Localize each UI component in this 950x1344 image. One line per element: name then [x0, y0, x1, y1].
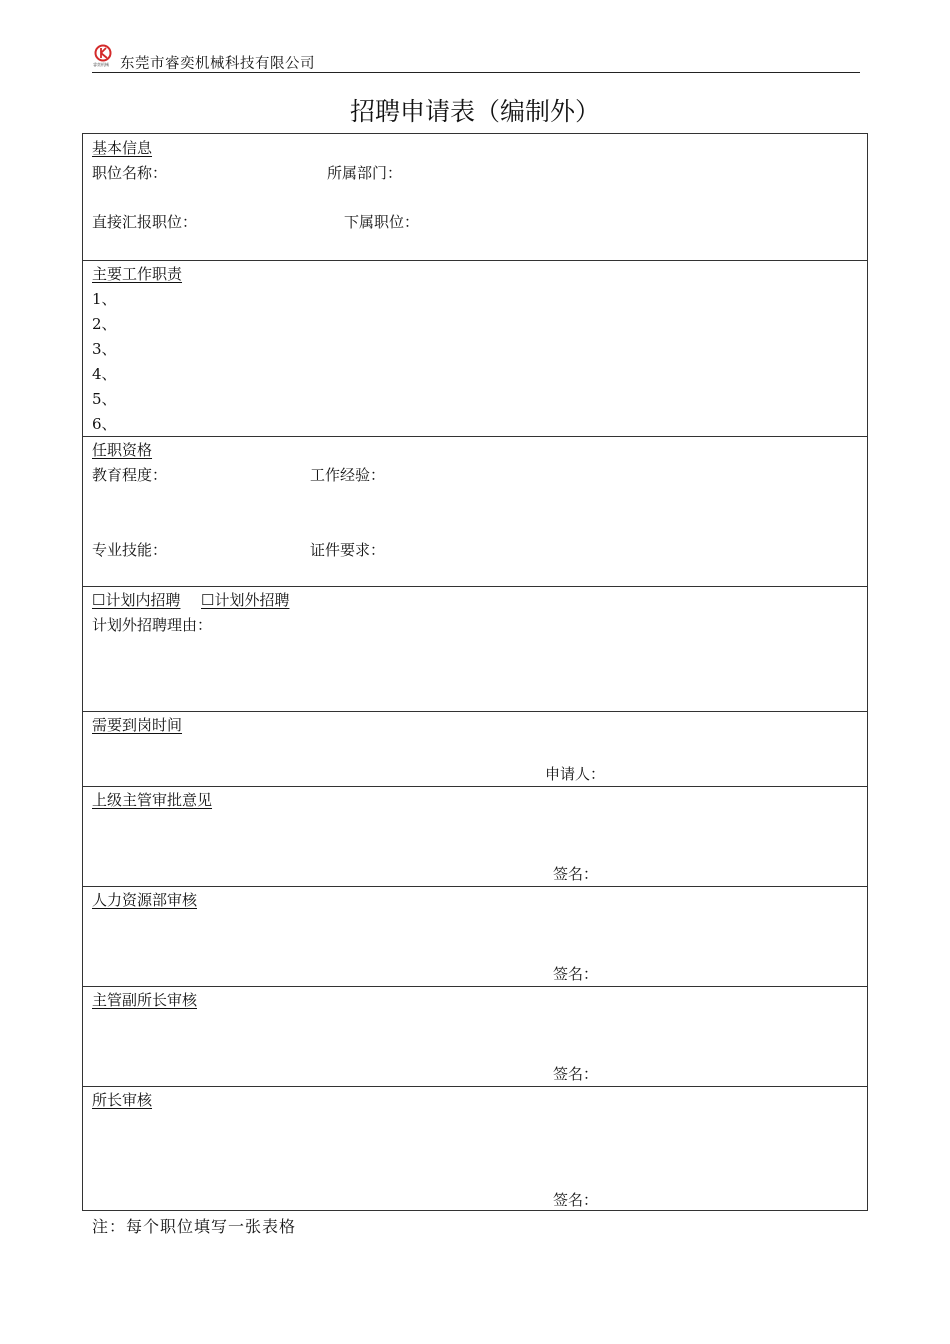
page-header	[92, 44, 860, 73]
section-heading: 基本信息	[92, 139, 153, 157]
section-deputy-review	[83, 986, 867, 1086]
field-skills[interactable]: 专业技能：	[92, 541, 168, 559]
signature-field[interactable]: 签名：	[553, 1191, 599, 1209]
list-item[interactable]: 4、	[92, 365, 117, 383]
section-qualifications	[83, 436, 867, 586]
section-hr-review	[83, 886, 867, 986]
field-applicant[interactable]: 申请人：	[545, 765, 606, 783]
signature-field[interactable]: 签名：	[553, 965, 599, 983]
section-arrival-time	[83, 711, 867, 786]
field-department[interactable]: 所属部门：	[327, 164, 403, 182]
company-name: 东莞市睿奕机械科技有限公司	[120, 56, 315, 72]
field-position-name[interactable]: 职位名称：	[92, 164, 168, 182]
section-heading: 人力资源部审核	[92, 891, 198, 909]
footer-note: 注：每个职位填写一张表格	[92, 1217, 297, 1236]
section-heading: 主管副所长审核	[92, 991, 198, 1009]
section-basic-info	[83, 134, 867, 260]
checkbox-out-plan[interactable]: ☐计划外招聘	[201, 591, 290, 609]
section-director-review	[83, 1086, 867, 1210]
signature-field[interactable]: 签名：	[553, 1065, 599, 1083]
field-reports-to[interactable]: 直接汇报职位：	[92, 213, 198, 231]
field-subordinates[interactable]: 下属职位：	[344, 213, 420, 231]
section-heading: 上级主管审批意见	[92, 791, 213, 809]
section-recruitment-plan	[83, 586, 867, 711]
section-duties	[83, 260, 867, 436]
checkbox-in-plan[interactable]: ☐计划内招聘	[92, 591, 181, 609]
page-title: 招聘申请表（编制外）	[349, 97, 600, 126]
section-heading: 任职资格	[92, 441, 153, 459]
logo-text: 睿奕机械	[93, 62, 109, 67]
field-out-plan-reason[interactable]: 计划外招聘理由：	[92, 616, 213, 634]
list-item[interactable]: 5、	[92, 390, 117, 408]
signature-field[interactable]: 签名：	[553, 865, 599, 883]
list-item[interactable]: 2、	[92, 315, 117, 333]
list-item[interactable]: 1、	[92, 290, 117, 308]
field-certificates[interactable]: 证件要求：	[310, 541, 386, 559]
list-item[interactable]: 6、	[92, 415, 117, 433]
section-heading: 需要到岗时间	[92, 716, 183, 734]
application-form	[82, 133, 868, 1211]
field-experience[interactable]: 工作经验：	[310, 466, 386, 484]
field-education[interactable]: 教育程度：	[92, 466, 168, 484]
section-heading: 所长审核	[92, 1091, 153, 1109]
list-item[interactable]: 3、	[92, 340, 117, 358]
section-supervisor-approval	[83, 786, 867, 886]
section-heading: 主要工作职责	[92, 265, 183, 283]
